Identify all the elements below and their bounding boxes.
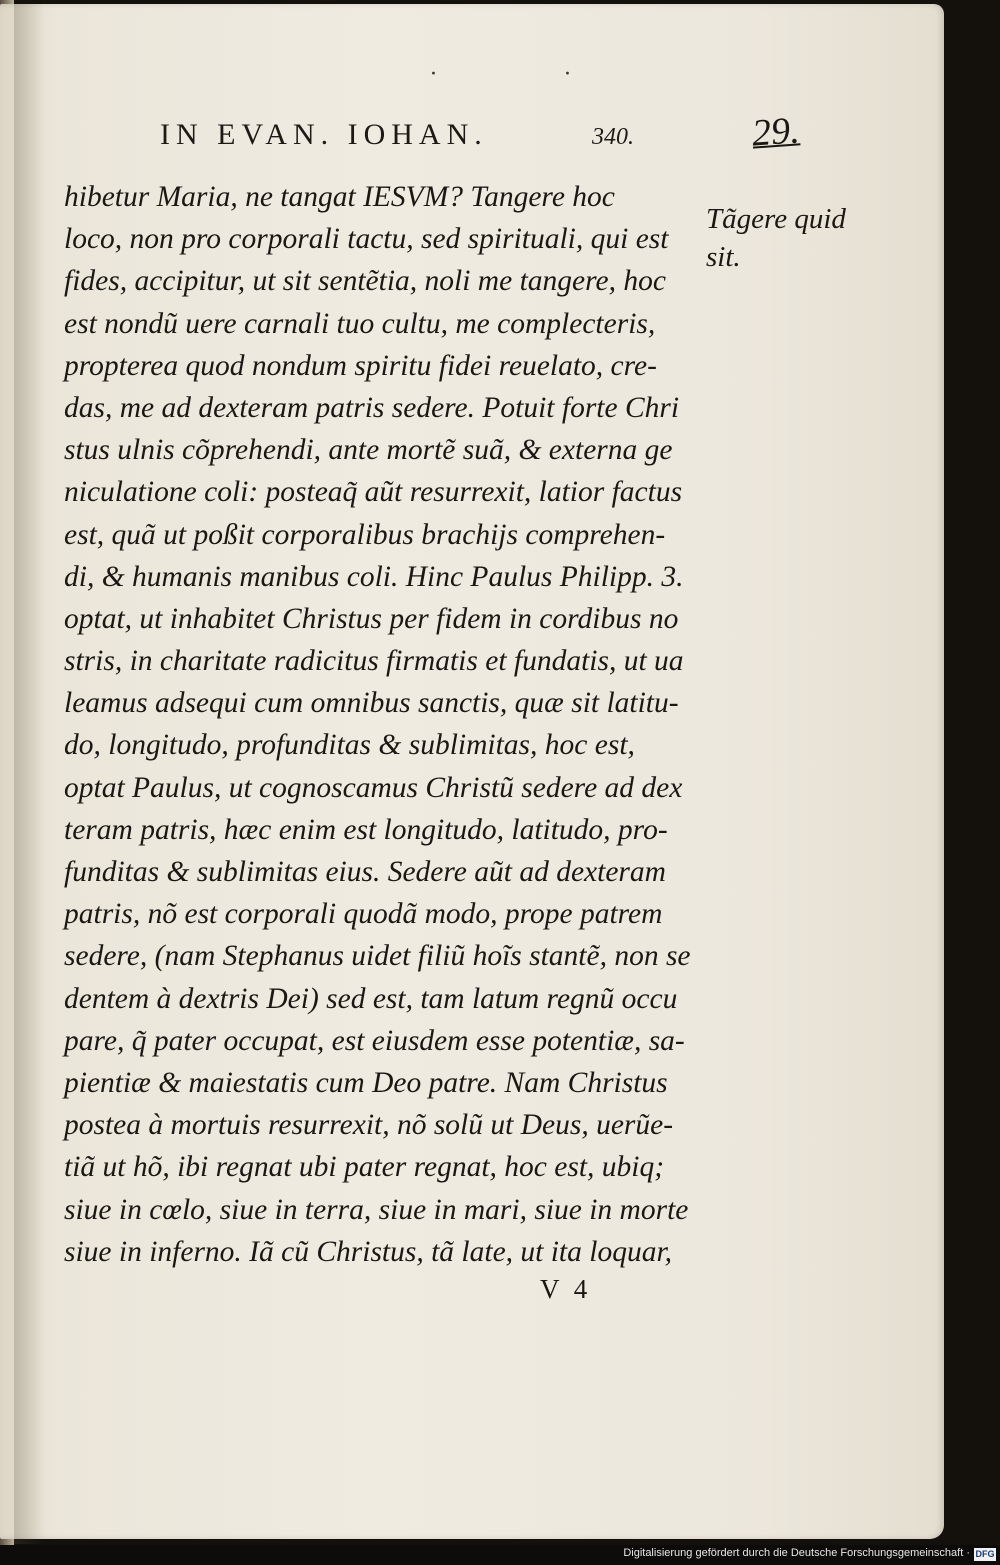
text-line: optat, ut inhabitet Christus per fidem in cordibus no: [64, 602, 679, 635]
running-title: IN EVAN. IOHAN.: [160, 118, 488, 151]
text-line: stus ulnis cõprehendi, ante mortẽ suã, & externa ge: [64, 434, 673, 467]
footer-credit: Digitalisierung gefördert durch die Deutsche Forschungsgemeinschaft ·: [623, 1547, 970, 1559]
text-line: niculatione coli: posteaq̃ aũt resurrexit, latior factus: [64, 476, 683, 509]
text-line: siue in cœlo, siue in terra, siue in mari, siue in morte: [64, 1193, 689, 1226]
text-line: do, longitudo, profunditas & sublimitas, hoc est,: [64, 729, 635, 762]
text-line: postea à mortuis resurrexit, nõ solũ ut Deus, uerũe-: [64, 1109, 674, 1142]
text-line: pientiæ & maiestatis cum Deo patre. Nam Christus: [64, 1066, 668, 1099]
margin-note: [706, 200, 896, 276]
text-line: tiã ut hõ, ibi regnat ubi pater regnat, hoc est, ubiq;: [64, 1151, 665, 1184]
text-line: di, & humanis manibus coli. Hinc Paulus Philipp. 3.: [64, 560, 684, 593]
text-line: hibetur Maria, ne tangat IESVM? Tangere hoc: [64, 181, 615, 213]
running-head: [160, 118, 660, 158]
margin-note-line: sit.: [706, 241, 741, 273]
text-line: dentem à dextris Dei) sed est, tam latum regnũ occu: [64, 982, 678, 1015]
margin-note-line: Tãgere quid: [706, 203, 846, 235]
footer-bar: [0, 1545, 1000, 1565]
text-line: sedere, (nam Stephanus uidet filiũ hoĩs stantẽ, non se: [64, 940, 691, 973]
text-line: est, quã ut poßit corporalibus brachijs comprehen-: [64, 518, 666, 551]
handwritten-folio-number: 29.: [750, 109, 801, 155]
text-line: loco, non pro corporali tactu, sed spirituali, qui est: [64, 223, 669, 256]
text-line: propterea quod nondum spiritu fidei reuelato, cre-: [64, 349, 657, 382]
gutter-shadow: [14, 4, 44, 1544]
text-line: est nondũ uere carnali tuo cultu, me complecteris,: [64, 307, 656, 340]
text-line: teram patris, hæc enim est longitudo, latitudo, pro-: [64, 813, 668, 846]
page-number: 340.: [592, 124, 634, 150]
body-text: [64, 176, 699, 1273]
text-line: stris, in charitate radicitus firmatis et fundatis, ut ua: [64, 645, 684, 678]
text-line: das, me ad dexteram patris sedere. Potuit forte Chri: [64, 391, 680, 424]
text-line: optat Paulus, ut cognoscamus Christũ sedere ad dex: [64, 771, 683, 804]
paper-specks: · ·: [430, 62, 631, 87]
text-line: funditas & sublimitas eius. Sedere aũt ad dexteram: [64, 856, 666, 888]
dfg-logo-icon: DFG: [975, 1549, 995, 1559]
signature-mark: V 4: [540, 1274, 592, 1304]
text-line: pare, q̃ pater occupat, est eiusdem esse potentiæ, sa-: [64, 1024, 685, 1057]
text-line: leamus adsequi cum omnibus sanctis, quæ sit latitu-: [64, 687, 679, 720]
text-line: siue in inferno. Iã cũ Christus, tã late, ut ita loquar,: [64, 1235, 673, 1268]
text-line: patris, nõ est corporali quodã modo, prope patrem: [64, 898, 663, 931]
text-line: fides, accipitur, ut sit sentẽtia, noli me tangere, hoc: [64, 265, 666, 298]
